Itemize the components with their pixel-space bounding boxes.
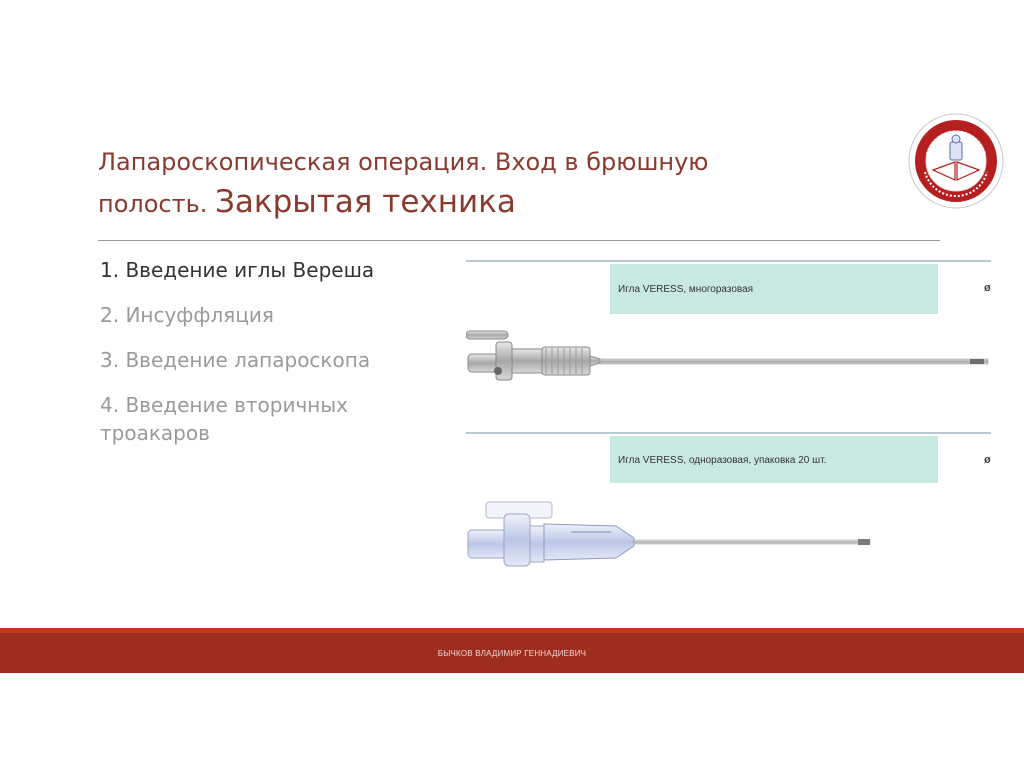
university-logo <box>907 112 1005 210</box>
needle2-diameter: ø <box>984 454 991 466</box>
needle1-label: Игла VERESS, многоразовая <box>618 284 754 295</box>
needle2-label: Игла VERESS, одноразовая, упаковка 20 шт. <box>618 455 827 466</box>
reusable-veress-needle-image <box>466 316 996 396</box>
steps-list <box>100 256 440 464</box>
step-2: 2. Инсуффляция <box>100 303 274 327</box>
footer-author: БЫЧКОВ ВЛАДИМИР ГЕННАДИЕВИЧ <box>437 648 587 658</box>
step-1: 1. Введение иглы Вереша <box>100 258 375 282</box>
figure-rule-bottom <box>466 432 991 434</box>
needle2-label-band <box>610 436 938 483</box>
title-line-2-prefix: полость. <box>98 190 215 218</box>
figure-rule-top <box>466 260 991 262</box>
step-4: 4. Введение вторичных троакаров <box>100 393 349 445</box>
disposable-veress-needle-image <box>466 490 996 590</box>
title-line-2-emphasis: Закрытая техника <box>214 184 516 220</box>
step-3: 3. Введение лапароскопа <box>100 348 371 372</box>
title-line-2 <box>98 182 898 224</box>
needle1-diameter: ø <box>984 282 991 294</box>
title-divider <box>98 240 940 241</box>
footer-bar <box>0 633 1024 673</box>
slide-title <box>98 142 898 224</box>
title-line-1: Лапароскопическая операция. Вход в брюшную <box>98 148 709 176</box>
needle1-label-band <box>610 264 938 314</box>
veress-needle-figure <box>466 258 996 604</box>
